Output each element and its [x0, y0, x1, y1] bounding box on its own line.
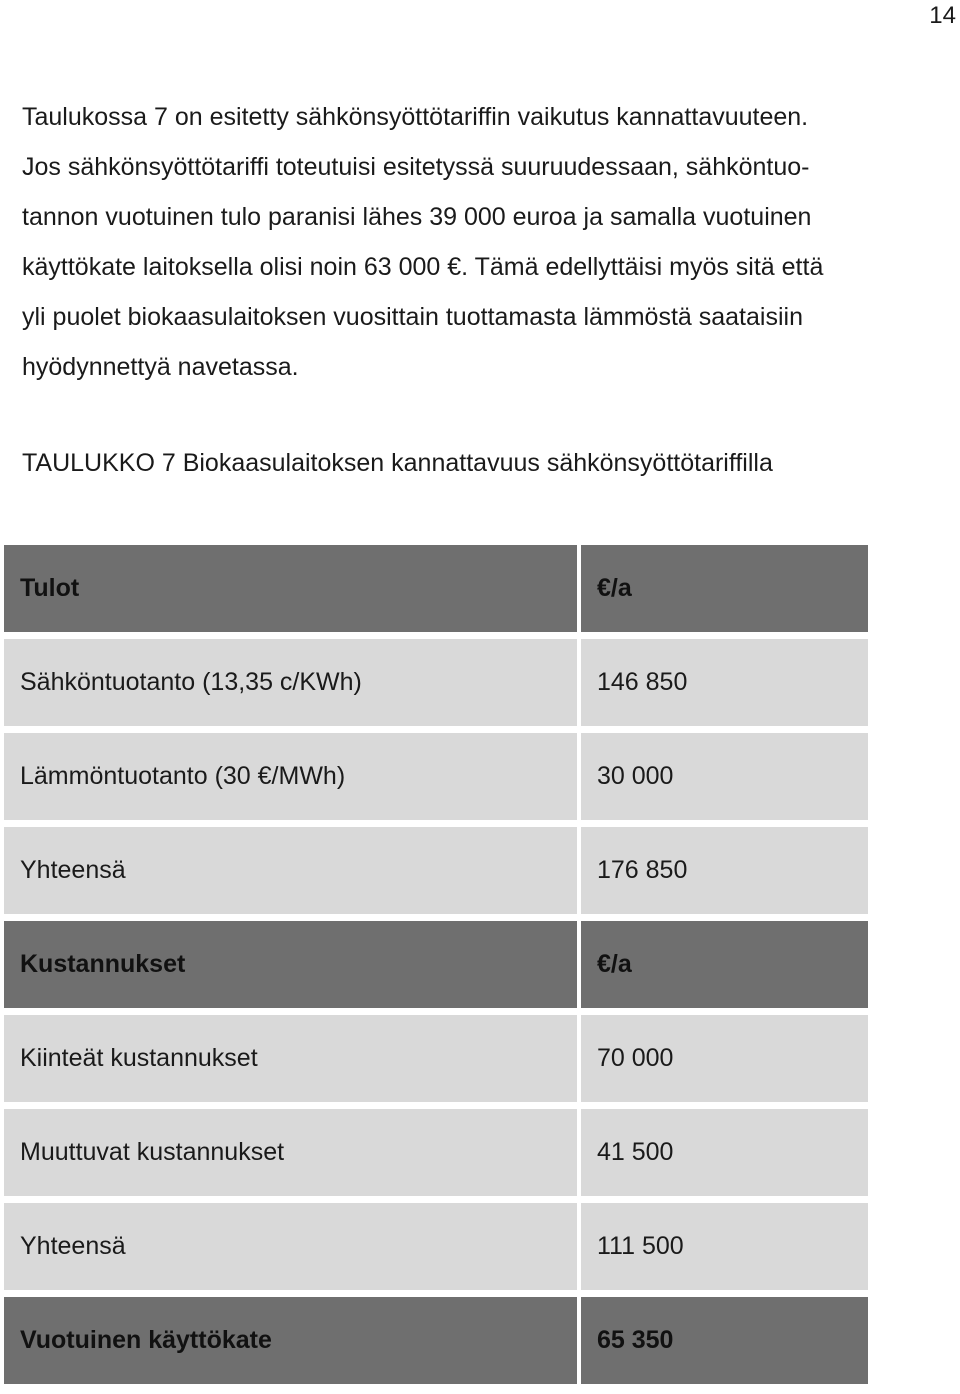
table-caption: TAULUKKO 7 Biokaasulaitoksen kannattavuus sähkönsyöttötariffilla [22, 449, 773, 477]
paragraph-line: Jos sähkönsyöttötariffi toteutuisi esitetyssä suuruudessaan, sähköntuo- [22, 153, 810, 181]
table-row [4, 733, 868, 820]
paragraph-line: käyttökate laitoksella olisi noin 63 000 €. Tämä edellyttäisi myös sitä että [22, 253, 824, 281]
body-paragraph [22, 92, 952, 392]
paragraph-line: Taulukossa 7 on esitetty sähkönsyöttötariffin vaikutus kannattavuuteen. [22, 103, 809, 131]
table-row-header [4, 545, 868, 632]
table-cell-label: Yhteensä [4, 827, 577, 914]
table-cell-label: Kiinteät kustannukset [4, 1015, 577, 1102]
table-cell-value: 146 850 [581, 639, 868, 726]
page-number: 14 [929, 2, 956, 29]
paragraph-line: yli puolet biokaasulaitoksen vuosittain tuottamasta lämmöstä saataisiin [22, 303, 803, 331]
table-cell-value: 65 350 [581, 1297, 868, 1384]
table-row [4, 827, 868, 914]
table-cell-value: 30 000 [581, 733, 868, 820]
table-cell-value: 70 000 [581, 1015, 868, 1102]
table-cell-label: Kustannukset [4, 921, 577, 1008]
table-row-header [4, 921, 868, 1008]
table-row [4, 639, 868, 726]
table-cell-value: 176 850 [581, 827, 868, 914]
table-cell-label: Lämmöntuotanto (30 €/MWh) [4, 733, 577, 820]
table-cell-label: Muuttuvat kustannukset [4, 1109, 577, 1196]
table-row [4, 1015, 868, 1102]
table-cell-label: Sähköntuotanto (13,35 c/KWh) [4, 639, 577, 726]
table-cell-label: Tulot [4, 545, 577, 632]
paragraph-line: hyödynnettyä navetassa. [22, 353, 299, 381]
table-row [4, 1203, 868, 1290]
profitability-table [4, 545, 868, 1391]
paragraph-line: tannon vuotuinen tulo paranisi lähes 39 000 euroa ja samalla vuotuinen [22, 203, 812, 231]
table-cell-value: 111 500 [581, 1203, 868, 1290]
table-row-header [4, 1297, 868, 1384]
table-cell-value: €/a [581, 921, 868, 1008]
table-cell-value: 41 500 [581, 1109, 868, 1196]
table-cell-label: Vuotuinen käyttökate [4, 1297, 577, 1384]
table-row [4, 1109, 868, 1196]
table-cell-label: Yhteensä [4, 1203, 577, 1290]
table-cell-value: €/a [581, 545, 868, 632]
